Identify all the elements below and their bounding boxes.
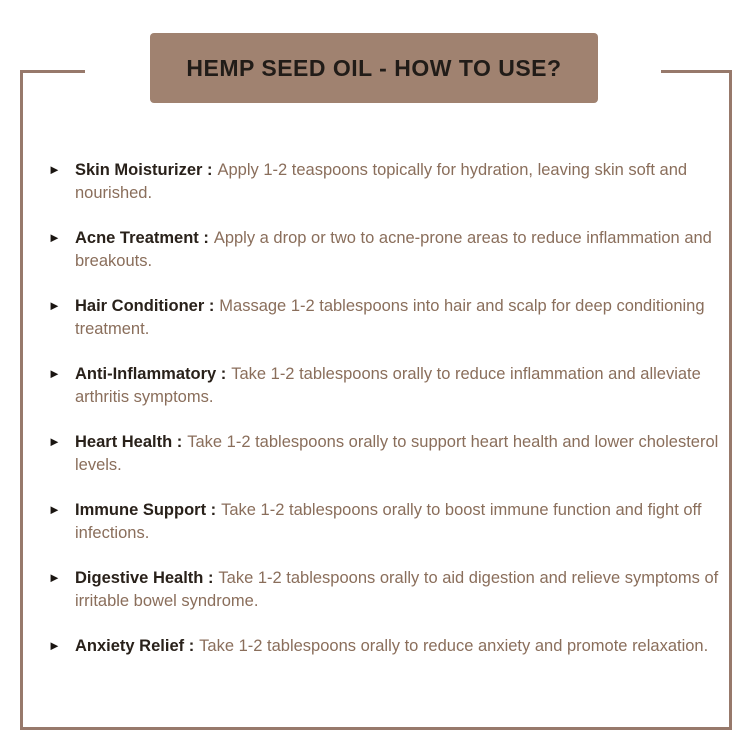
list-item-label: Anxiety Relief : xyxy=(75,637,195,655)
bullet-arrow-icon: ► xyxy=(48,230,61,245)
bullet-arrow-icon: ► xyxy=(48,570,61,585)
usage-list xyxy=(48,159,724,681)
list-item xyxy=(48,567,724,612)
list-item-label: Acne Treatment : xyxy=(75,229,209,247)
frame-border-top-left xyxy=(20,70,85,73)
list-item-text xyxy=(75,635,724,658)
list-item-description: Take 1-2 tablespoons orally to reduce anxiety and promote relaxation. xyxy=(199,637,709,655)
frame-border-left xyxy=(20,70,23,730)
list-item-description: Apply 1-2 teaspoons topically for hydration, leaving skin soft and nourished. xyxy=(75,161,688,202)
list-item-text xyxy=(75,227,724,272)
bullet-arrow-icon: ► xyxy=(48,502,61,517)
list-item xyxy=(48,227,724,272)
list-item-label: Immune Support : xyxy=(75,501,217,519)
bullet-arrow-icon: ► xyxy=(48,298,61,313)
list-item xyxy=(48,363,724,408)
list-item-text xyxy=(75,431,724,476)
page-title: HEMP SEED OIL - HOW TO USE? xyxy=(186,54,562,81)
bullet-arrow-icon: ► xyxy=(48,162,61,177)
bullet-arrow-icon: ► xyxy=(48,366,61,381)
list-item xyxy=(48,295,724,340)
list-item-description: Take 1-2 tablespoons orally to support heart health and lower cholesterol levels. xyxy=(75,433,719,474)
title-banner xyxy=(150,33,598,103)
list-item-description: Take 1-2 tablespoons orally to aid digestion and relieve symptoms of irritable bowel syndrome. xyxy=(75,569,719,610)
bullet-arrow-icon: ► xyxy=(48,434,61,449)
list-item-label: Digestive Health : xyxy=(75,569,214,587)
list-item xyxy=(48,499,724,544)
list-item-description: Massage 1-2 tablespoons into hair and scalp for deep conditioning treatment. xyxy=(75,297,705,338)
list-item-description: Take 1-2 tablespoons orally to reduce inflammation and alleviate arthritis symptoms. xyxy=(75,365,701,406)
frame-border-bottom xyxy=(20,727,732,730)
list-item xyxy=(48,431,724,476)
frame-border-top-right xyxy=(661,70,732,73)
list-item-label: Hair Conditioner : xyxy=(75,297,215,315)
list-item-description: Take 1-2 tablespoons orally to boost immune function and fight off infections. xyxy=(75,501,702,542)
list-item xyxy=(48,159,724,204)
list-item-text xyxy=(75,499,724,544)
list-item xyxy=(48,635,724,658)
list-item-label: Anti-Inflammatory : xyxy=(75,365,227,383)
frame-border-right xyxy=(729,70,732,730)
bullet-arrow-icon: ► xyxy=(48,638,61,653)
list-item-text xyxy=(75,159,724,204)
list-item-text xyxy=(75,363,724,408)
list-item-label: Heart Health : xyxy=(75,433,183,451)
list-item-text xyxy=(75,295,724,340)
list-item-text xyxy=(75,567,724,612)
list-item-label: Skin Moisturizer : xyxy=(75,161,213,179)
list-item-description: Apply a drop or two to acne-prone areas to reduce inflammation and breakouts. xyxy=(75,229,712,270)
